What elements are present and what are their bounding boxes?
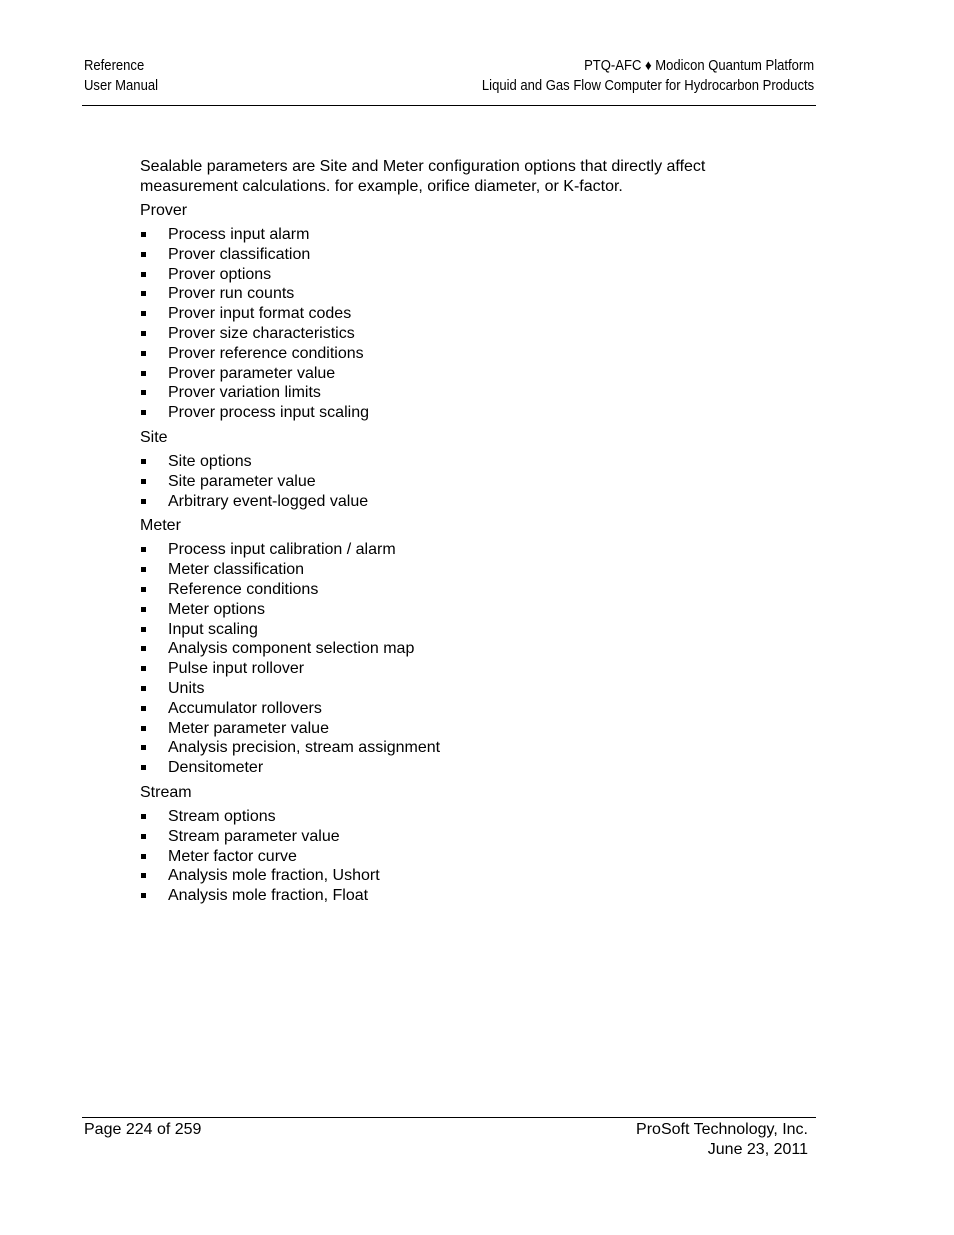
square-bullet-icon xyxy=(141,587,146,592)
list-item-text: Site options xyxy=(168,452,252,470)
list-item xyxy=(140,659,800,679)
list-item-text: Analysis mole fraction, Ushort xyxy=(168,867,380,885)
square-bullet-icon xyxy=(141,706,146,711)
header-section-label: Reference xyxy=(84,58,145,74)
list-item-text: Reference conditions xyxy=(168,580,319,598)
square-bullet-icon xyxy=(141,627,146,632)
list-item xyxy=(140,886,800,906)
square-bullet-icon xyxy=(141,331,146,336)
square-bullet-icon xyxy=(141,547,146,552)
list-item xyxy=(140,452,800,472)
section-heading: Stream xyxy=(140,783,192,801)
square-bullet-icon xyxy=(141,893,146,898)
square-bullet-icon xyxy=(141,291,146,296)
section-heading: Meter xyxy=(140,517,181,535)
square-bullet-icon xyxy=(141,351,146,356)
list-item-text: Prover classification xyxy=(168,245,311,263)
list-item xyxy=(140,344,800,364)
square-bullet-icon xyxy=(141,272,146,277)
list-item-text: Prover run counts xyxy=(168,285,295,303)
list-item xyxy=(140,284,800,304)
list-item xyxy=(140,560,800,580)
list-item xyxy=(140,403,800,423)
list-item xyxy=(140,383,800,403)
list-item xyxy=(140,738,800,758)
list-item-text: Analysis component selection map xyxy=(168,640,415,658)
list-item xyxy=(140,866,800,886)
square-bullet-icon xyxy=(141,814,146,819)
bullet-list xyxy=(140,540,800,778)
list-item xyxy=(140,719,800,739)
list-item xyxy=(140,364,800,384)
list-item-text: Arbitrary event-logged value xyxy=(168,492,369,510)
list-item-text: Input scaling xyxy=(168,620,258,638)
list-item-text: Densitometer xyxy=(168,759,264,777)
section-heading: Site xyxy=(140,428,168,446)
list-item xyxy=(140,699,800,719)
square-bullet-icon xyxy=(141,311,146,316)
header-divider xyxy=(82,105,816,106)
square-bullet-icon xyxy=(141,459,146,464)
footer-page-number: Page 224 of 259 xyxy=(84,1121,202,1138)
list-item-text: Stream parameter value xyxy=(168,827,340,845)
list-item xyxy=(140,472,800,492)
list-item xyxy=(140,758,800,778)
list-item-text: Analysis mole fraction, Float xyxy=(168,887,369,905)
list-item-text: Meter parameter value xyxy=(168,719,329,737)
square-bullet-icon xyxy=(141,646,146,651)
list-item-text: Analysis precision, stream assignment xyxy=(168,739,441,757)
list-item-text: Prover parameter value xyxy=(168,364,336,382)
square-bullet-icon xyxy=(141,686,146,691)
list-item xyxy=(140,245,800,265)
footer-divider xyxy=(82,1117,816,1118)
list-item-text: Meter factor curve xyxy=(168,847,297,865)
list-item-text: Prover input format codes xyxy=(168,305,352,323)
list-item-text: Accumulator rollovers xyxy=(168,699,322,717)
square-bullet-icon xyxy=(141,834,146,839)
list-item xyxy=(140,324,800,344)
list-item xyxy=(140,225,800,245)
list-item xyxy=(140,492,800,512)
list-item-text: Prover variation limits xyxy=(168,384,321,402)
list-item-text: Process input alarm xyxy=(168,226,310,243)
footer-company: ProSoft Technology, Inc. xyxy=(636,1121,808,1138)
list-item xyxy=(140,620,800,640)
header-document-type: User Manual xyxy=(84,77,158,94)
square-bullet-icon xyxy=(141,666,146,671)
list-item-text: Prover options xyxy=(168,265,272,283)
list-item xyxy=(140,304,800,324)
list-item xyxy=(140,580,800,600)
page-header-left xyxy=(84,57,158,96)
list-item xyxy=(140,639,800,659)
square-bullet-icon xyxy=(141,252,146,257)
list-item-text: Meter options xyxy=(168,600,265,618)
intro-paragraph: Sealable parameters are Site and Meter configuration options that directly affect measurement calculations. for example, orifice diameter, or K-factor. xyxy=(140,158,706,195)
square-bullet-icon xyxy=(141,607,146,612)
square-bullet-icon xyxy=(141,765,146,770)
list-item xyxy=(140,827,800,847)
square-bullet-icon xyxy=(141,232,146,237)
square-bullet-icon xyxy=(141,390,146,395)
page-content xyxy=(140,157,800,906)
square-bullet-icon xyxy=(141,499,146,504)
list-item-text: Meter classification xyxy=(168,561,305,579)
section-heading: Prover xyxy=(140,202,188,219)
bullet-list xyxy=(140,225,800,423)
list-item xyxy=(140,265,800,285)
bullet-list xyxy=(140,807,800,906)
square-bullet-icon xyxy=(141,410,146,415)
square-bullet-icon xyxy=(141,567,146,572)
square-bullet-icon xyxy=(141,479,146,484)
list-item xyxy=(140,847,800,867)
header-product-subtitle: Liquid and Gas Flow Computer for Hydrocarbon Products xyxy=(481,77,814,94)
page-footer-right xyxy=(636,1120,808,1159)
list-item-text: Prover process input scaling xyxy=(168,404,369,422)
square-bullet-icon xyxy=(141,873,146,878)
square-bullet-icon xyxy=(141,745,146,750)
list-item xyxy=(140,540,800,560)
bullet-list xyxy=(140,452,800,511)
square-bullet-icon xyxy=(141,726,146,731)
list-item xyxy=(140,807,800,827)
list-item xyxy=(140,600,800,620)
list-item-text: Prover size characteristics xyxy=(168,324,355,342)
list-item-text: Units xyxy=(168,679,205,697)
square-bullet-icon xyxy=(141,854,146,859)
list-item-text: Stream options xyxy=(168,807,276,825)
list-item-text: Site parameter value xyxy=(168,472,316,490)
list-item-text: Prover reference conditions xyxy=(168,344,364,362)
footer-date: June 23, 2011 xyxy=(707,1140,808,1158)
page-header-right xyxy=(482,57,814,96)
sealable-parameter-sections xyxy=(140,201,800,906)
square-bullet-icon xyxy=(141,371,146,376)
list-item xyxy=(140,679,800,699)
header-product-title: PTQ-AFC ♦ Modicon Quantum Platform xyxy=(583,58,814,74)
list-item-text: Process input calibration / alarm xyxy=(168,541,396,559)
list-item-text: Pulse input rollover xyxy=(168,660,305,678)
